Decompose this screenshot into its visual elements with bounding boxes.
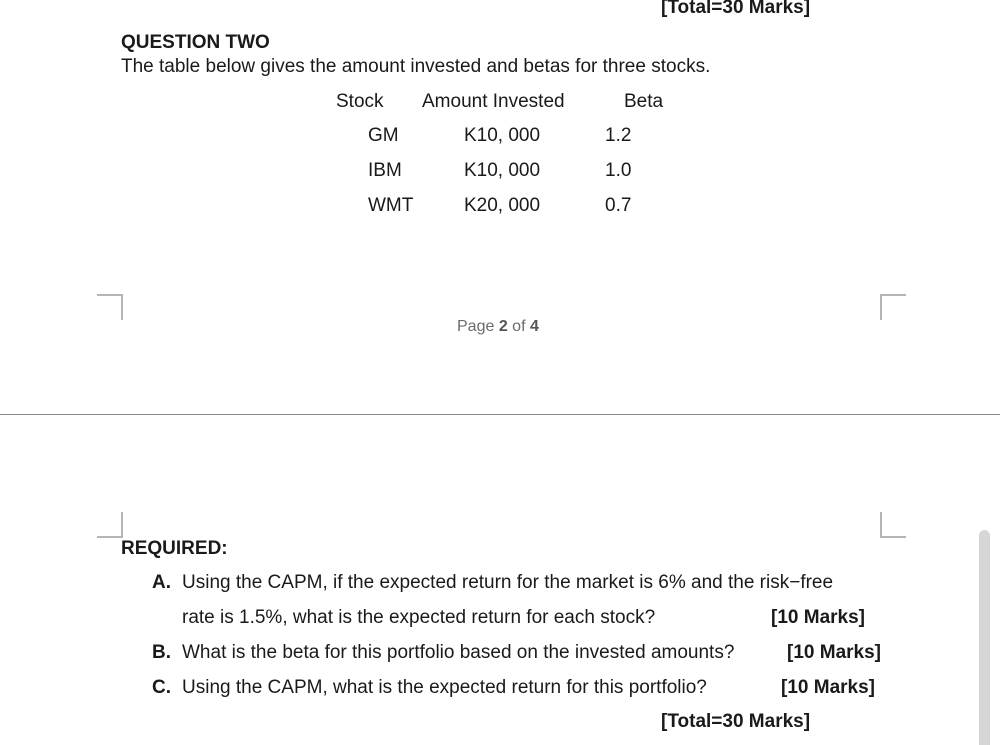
page-number: Page 2 of 4: [457, 318, 539, 335]
table-cell-amount: K10, 000: [464, 160, 541, 181]
page-separator: [0, 414, 1000, 415]
table-cell-beta: 0.7: [605, 195, 632, 216]
table-cell-stock: WMT: [368, 195, 414, 216]
table-header-beta: Beta: [624, 91, 664, 112]
table-header-stock: Stock: [336, 91, 384, 112]
total-marks-bottom: [Total=30 Marks]: [661, 711, 811, 732]
question-a-marks: [10 Marks]: [771, 607, 865, 628]
question-b-marks: [10 Marks]: [787, 642, 881, 663]
table-header-amount: Amount Invested: [422, 91, 565, 112]
question-title: QUESTION TWO: [121, 32, 270, 53]
required-label: REQUIRED:: [121, 538, 228, 559]
table-cell-beta: 1.0: [605, 160, 632, 181]
question-a-line2: rate is 1.5%, what is the expected return for each stock?: [182, 607, 656, 628]
margin-corner-mark: [880, 512, 906, 538]
question-a-line1: Using the CAPM, if the expected return for the market is 6% and the risk−free: [182, 572, 834, 593]
table-cell-stock: IBM: [368, 160, 402, 181]
table-cell-amount: K20, 000: [464, 195, 541, 216]
table-cell-amount: K10, 000: [464, 125, 541, 146]
question-intro: The table below gives the amount invested and betas for three stocks.: [121, 56, 711, 77]
question-b-text: What is the beta for this portfolio based on the invested amounts?: [182, 642, 735, 663]
list-marker: B.: [152, 642, 171, 663]
list-marker: A.: [152, 572, 171, 593]
vertical-scrollbar-thumb[interactable]: [979, 530, 990, 745]
question-c-marks: [10 Marks]: [781, 677, 875, 698]
question-c-text: Using the CAPM, what is the expected return for this portfolio?: [182, 677, 707, 698]
margin-corner-mark: [97, 294, 123, 320]
margin-corner-mark: [880, 294, 906, 320]
list-marker: C.: [152, 677, 171, 698]
table-cell-beta: 1.2: [605, 125, 632, 146]
total-marks-top: [Total=30 Marks]: [661, 0, 811, 18]
margin-corner-mark: [97, 512, 123, 538]
table-cell-stock: GM: [368, 125, 399, 146]
